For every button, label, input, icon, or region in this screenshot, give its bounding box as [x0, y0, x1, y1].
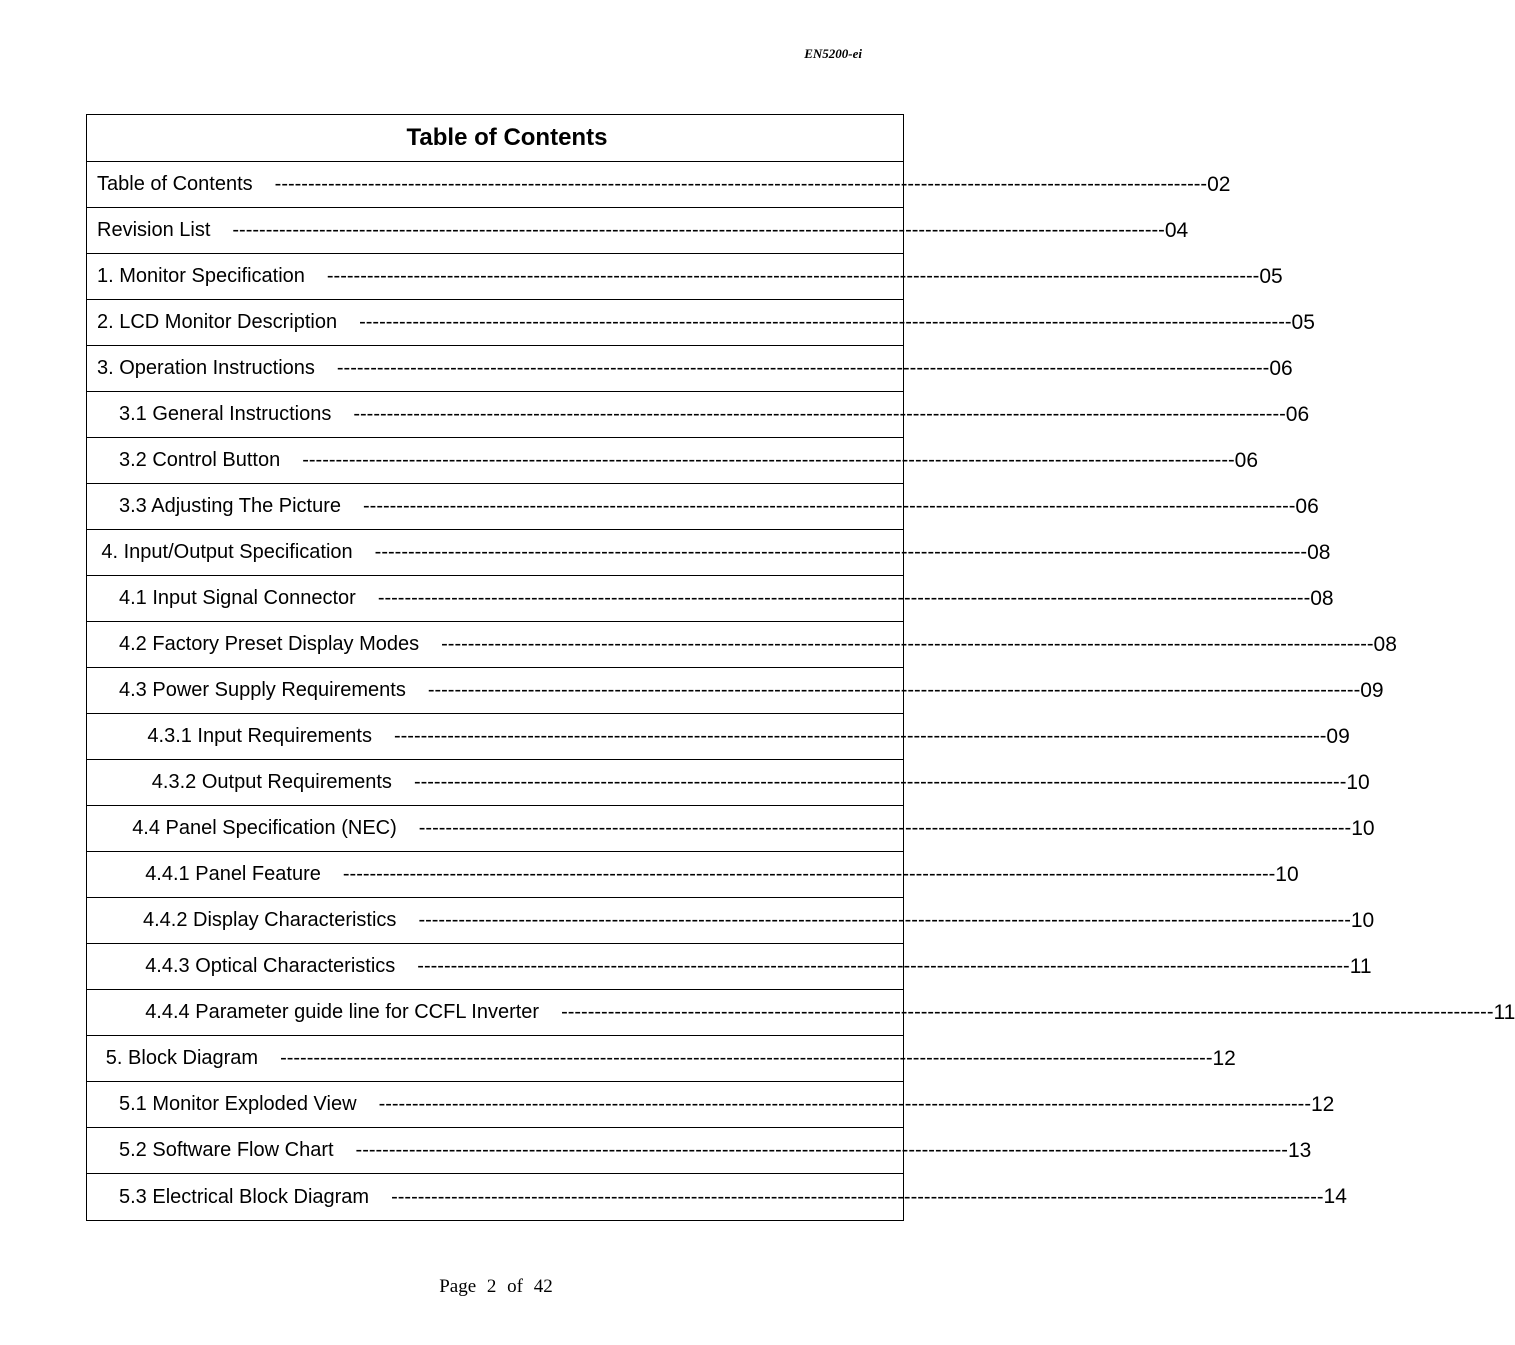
toc-leader-dashes: -------------------------------------------------------------------------------------------------------------------------------------------- [391, 1185, 1324, 1208]
toc-entry-page: 05 [1259, 264, 1283, 288]
toc-leader-dashes: -------------------------------------------------------------------------------------------------------------------------------------------- [359, 311, 1292, 333]
toc-entry-label: 4.1 Input Signal Connector [119, 587, 356, 609]
toc-leader-dashes: -------------------------------------------------------------------------------------------------------------------------------------------- [377, 587, 1311, 609]
footer-of-word: of [507, 1276, 523, 1297]
toc-leader-dashes: -------------------------------------------------------------------------------------------------------------------------------------------- [232, 219, 1165, 241]
footer-total-pages: 42 [533, 1276, 553, 1297]
toc-entry-page: 12 [1212, 1046, 1236, 1070]
toc-entry-page: 08 [1373, 632, 1397, 656]
toc-entry[interactable] [87, 484, 1319, 530]
toc-entry-page: 10 [1275, 862, 1299, 886]
toc-leader-dashes: -------------------------------------------------------------------------------------------------------------------------------------------- [353, 403, 1286, 425]
toc-leader-dashes: -------------------------------------------------------------------------------------------------------------------------------------------- [280, 1047, 1213, 1069]
toc-leader-dashes: -------------------------------------------------------------------------------------------------------------------------------------------- [355, 1139, 1288, 1161]
toc-entry[interactable] [87, 438, 1258, 484]
toc-entry-label: 2. LCD Monitor Description [97, 311, 338, 333]
toc-entry[interactable] [87, 990, 1515, 1036]
toc-entry-page: 14 [1323, 1185, 1347, 1208]
toc-entry-page: 11 [1493, 1000, 1515, 1024]
toc-entry[interactable] [87, 898, 1375, 944]
toc-rows [87, 162, 1515, 1220]
toc-entry-page: 09 [1326, 724, 1350, 748]
toc-entry-page: 10 [1351, 816, 1375, 840]
toc-entry-label: 1. Monitor Specification [97, 265, 305, 287]
toc-entry-label: 4.4.4 Parameter guide line for CCFL Inverter [145, 1001, 540, 1023]
table-of-contents [86, 114, 1515, 1221]
toc-leader-dashes: -------------------------------------------------------------------------------------------------------------------------------------------- [342, 863, 1276, 885]
toc-entry-label: 5.1 Monitor Exploded View [119, 1093, 357, 1115]
toc-entry-page: 10 [1346, 770, 1370, 794]
toc-entry-label: Revision List [97, 219, 211, 241]
toc-entry-page: 13 [1287, 1138, 1312, 1162]
toc-title: Table of Contents [87, 115, 903, 162]
toc-entry-page: 04 [1164, 218, 1189, 242]
toc-entry-page: 08 [1310, 586, 1334, 610]
toc-entry-page: 06 [1269, 356, 1293, 380]
toc-entry-label: 4.4.1 Panel Feature [145, 863, 321, 885]
toc-entry-label: 3.2 Control Button [119, 449, 281, 471]
toc-entry[interactable] [87, 530, 1331, 576]
toc-leader-dashes: -------------------------------------------------------------------------------------------------------------------------------------------- [418, 909, 1351, 931]
toc-leader-dashes: -------------------------------------------------------------------------------------------------------------------------------------------- [393, 725, 1327, 747]
toc-entry-page: 08 [1307, 540, 1331, 564]
toc-entry[interactable] [87, 944, 1372, 990]
toc-leader-dashes: -------------------------------------------------------------------------------------------------------------------------------------------- [413, 771, 1347, 793]
footer-current-page: 2 [486, 1276, 497, 1297]
toc-entry[interactable] [87, 208, 1189, 254]
toc-entry-page: 02 [1207, 172, 1231, 196]
toc-entry-page: 06 [1234, 448, 1258, 472]
toc-entry-label: 5. Block Diagram [105, 1047, 259, 1069]
toc-leader-dashes: -------------------------------------------------------------------------------------------------------------------------------------------- [417, 955, 1350, 977]
toc-entry-page: 11 [1349, 954, 1372, 978]
toc-entry[interactable] [87, 392, 1310, 438]
toc-leader-dashes: -------------------------------------------------------------------------------------------------------------------------------------------- [302, 449, 1235, 471]
toc-entry-label: 3. Operation Instructions [97, 357, 315, 379]
toc-entry-label: 4.4.2 Display Characteristics [143, 909, 397, 931]
toc-entry[interactable] [87, 1174, 1347, 1220]
toc-entry-label: 3.3 Adjusting The Picture [119, 495, 341, 517]
toc-leader-dashes: -------------------------------------------------------------------------------------------------------------------------------------------- [427, 679, 1361, 701]
toc-entry-label: 4.4 Panel Specification (NEC) [132, 817, 397, 839]
toc-entry[interactable] [87, 806, 1375, 852]
toc-entry[interactable] [87, 1128, 1312, 1174]
toc-entry-page: 12 [1310, 1092, 1335, 1116]
toc-leader-dashes: -------------------------------------------------------------------------------------------------------------------------------------------- [336, 357, 1270, 379]
toc-entry-label: 4.3.1 Input Requirements [147, 725, 372, 747]
toc-leader-dashes: -------------------------------------------------------------------------------------------------------------------------------------------- [363, 495, 1296, 517]
document-id: EN5200-ei [804, 46, 862, 61]
toc-entry[interactable] [87, 576, 1334, 622]
toc-entry[interactable] [87, 714, 1350, 760]
toc-entry[interactable] [87, 300, 1315, 346]
toc-leader-dashes: -------------------------------------------------------------------------------------------------------------------------------------------- [561, 1001, 1494, 1023]
toc-entry-label: Table of Contents [97, 173, 253, 195]
footer-page-word: Page [439, 1276, 477, 1297]
toc-entry[interactable] [87, 162, 1231, 208]
toc-entry[interactable] [87, 1036, 1236, 1082]
toc-entry[interactable] [87, 668, 1384, 714]
toc-entry[interactable] [87, 622, 1397, 668]
toc-entry[interactable] [87, 760, 1370, 806]
toc-entry[interactable] [87, 1082, 1335, 1128]
toc-entry[interactable] [87, 852, 1299, 898]
toc-entry-label: 3.1 General Instructions [119, 403, 332, 425]
toc-entry[interactable] [87, 346, 1293, 392]
toc-leader-dashes: -------------------------------------------------------------------------------------------------------------------------------------------- [378, 1093, 1311, 1115]
toc-leader-dashes: -------------------------------------------------------------------------------------------------------------------------------------------- [374, 541, 1308, 563]
toc-entry-page: 10 [1350, 908, 1375, 932]
toc-entry-label: 4.2 Factory Preset Display Modes [119, 633, 420, 655]
toc-entry-label: 4.3 Power Supply Requirements [119, 679, 406, 701]
toc-leader-dashes: -------------------------------------------------------------------------------------------------------------------------------------------- [326, 265, 1260, 287]
toc-entry-page: 05 [1291, 310, 1315, 334]
toc-entry-page: 06 [1285, 402, 1310, 426]
toc-entry-page: 09 [1360, 678, 1384, 702]
toc-leader-dashes: -------------------------------------------------------------------------------------------------------------------------------------------- [441, 633, 1374, 655]
toc-leader-dashes: -------------------------------------------------------------------------------------------------------------------------------------------- [274, 173, 1208, 195]
toc-entry-label: 5.2 Software Flow Chart [119, 1139, 334, 1161]
toc-entry-label: 5.3 Electrical Block Diagram [119, 1185, 370, 1208]
toc-leader-dashes: -------------------------------------------------------------------------------------------------------------------------------------------- [418, 817, 1352, 839]
toc-entry-label: 4.4.3 Optical Characteristics [145, 955, 396, 977]
toc-entry-label: 4.3.2 Output Requirements [151, 771, 392, 793]
page-footer [0, 1276, 992, 1298]
toc-entry[interactable] [87, 254, 1283, 300]
toc-entry-label: 4. Input/Output Specification [101, 541, 353, 563]
toc-entry-page: 06 [1295, 494, 1319, 518]
